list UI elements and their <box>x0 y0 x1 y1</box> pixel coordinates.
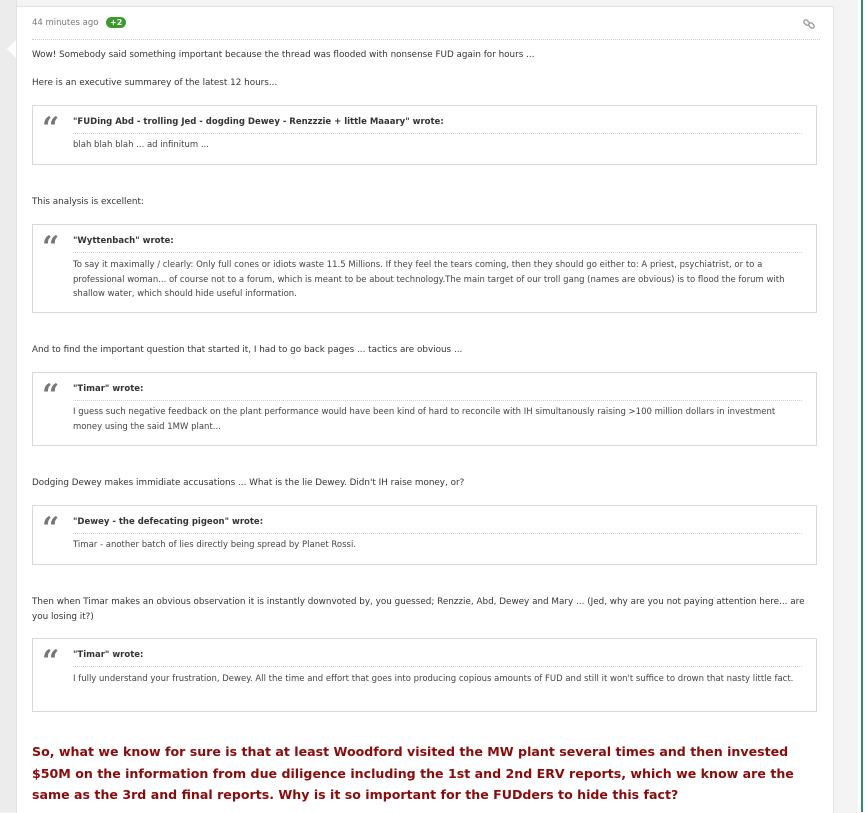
quote-separator <box>73 666 802 667</box>
quote-block <box>32 105 817 165</box>
quote-icon <box>42 381 64 403</box>
quote-author: "Timar" wrote: <box>73 384 144 394</box>
svg-text:“: “ <box>42 381 60 403</box>
quote-separator <box>73 400 802 401</box>
post-text-intro: Wow! Somebody said something important because the thread was flooded with nonsense FUD again for hours ... <box>32 50 535 60</box>
post-text: This analysis is excellent: <box>32 197 144 207</box>
quote-body: To say it maximally / clearly: Only full cones or idiots waste 11.5 Millions. If they feel the tears coming, then they should go either to: A priest, psychiatrist, or to a professional woman... of course not to a forum, which is meant to be about technology.The main target of our troll gang (names are obvious) is to flood the forum with shallow water, which should hide useful information. <box>73 260 785 299</box>
quote-body: Timar - another batch of lies directly being spread by Planet Rossi. <box>73 540 357 550</box>
quote-separator <box>73 533 802 534</box>
post-text: Dodging Dewey makes immidiate accusations ... What is the lie Dewey. Didn't IH raise money, or? <box>32 478 465 488</box>
quote-author: "Wyttenbach" wrote: <box>73 236 174 246</box>
quote-block <box>32 505 817 565</box>
accent-line <box>861 0 863 812</box>
quote-body: I guess such negative feedback on the plant performance would have been kind of hard to reconcile with IH simultanously raising >100 million dollars in investment money using the said 1MW plant... <box>73 407 776 432</box>
quote-author: "Timar" wrote: <box>73 650 144 660</box>
post-text-summary: Here is an executive summarey of the latest 12 hours... <box>32 78 278 88</box>
left-rail <box>0 0 17 812</box>
post-header <box>32 15 820 40</box>
post-pointer <box>7 40 16 58</box>
quote-separator <box>73 133 802 134</box>
quote-author: "FUDing Abd - trolling Jed - dogding Dewey - Renzzzie + little Maaary" wrote: <box>73 117 444 127</box>
post-timestamp[interactable]: 44 minutes ago <box>32 18 99 28</box>
quote-author: "Dewey - the defecating pigeon" wrote: <box>73 517 264 527</box>
forum-post <box>16 6 834 813</box>
svg-text:“: “ <box>42 233 60 255</box>
quote-icon <box>42 233 64 255</box>
post-text: And to find the important question that started it, I had to go back pages ... tactics are obvious ... <box>32 345 463 355</box>
quote-icon <box>42 514 64 536</box>
quote-icon <box>42 647 64 669</box>
quote-block <box>32 372 817 446</box>
svg-text:“: “ <box>42 514 60 536</box>
quote-block <box>32 638 817 712</box>
score-badge: +2 <box>106 17 126 28</box>
quote-block <box>32 224 817 313</box>
svg-text:“: “ <box>42 114 60 136</box>
quote-body: I fully understand your frustration, Dewey. All the time and effort that goes into producing copious amounts of FUD and still it won't suffice to drown that nasty little fact. <box>73 674 794 684</box>
post-text: Then when Timar makes an obvious observation it is instantly downvoted by, you guessed; Renzzie, Abd, Dewey and Mary ... (Jed, why are you not paying attention here... are you losing it?) <box>32 597 805 622</box>
right-edge <box>858 0 865 812</box>
link-icon[interactable] <box>802 17 816 31</box>
highlighted-conclusion: So, what we know for sure is that at least Woodford visited the MW plant several times and then invested $50M on the information from due diligence including the 1st and 2nd ERV reports, which we know are the same as the 3rd and final reports. Why is it so important for the FUDders to hide this fact? <box>32 744 794 802</box>
quote-icon <box>42 114 64 136</box>
svg-text:“: “ <box>42 647 60 669</box>
quote-separator <box>73 252 802 253</box>
quote-body: blah blah blah ... ad infinitum ... <box>73 140 209 150</box>
